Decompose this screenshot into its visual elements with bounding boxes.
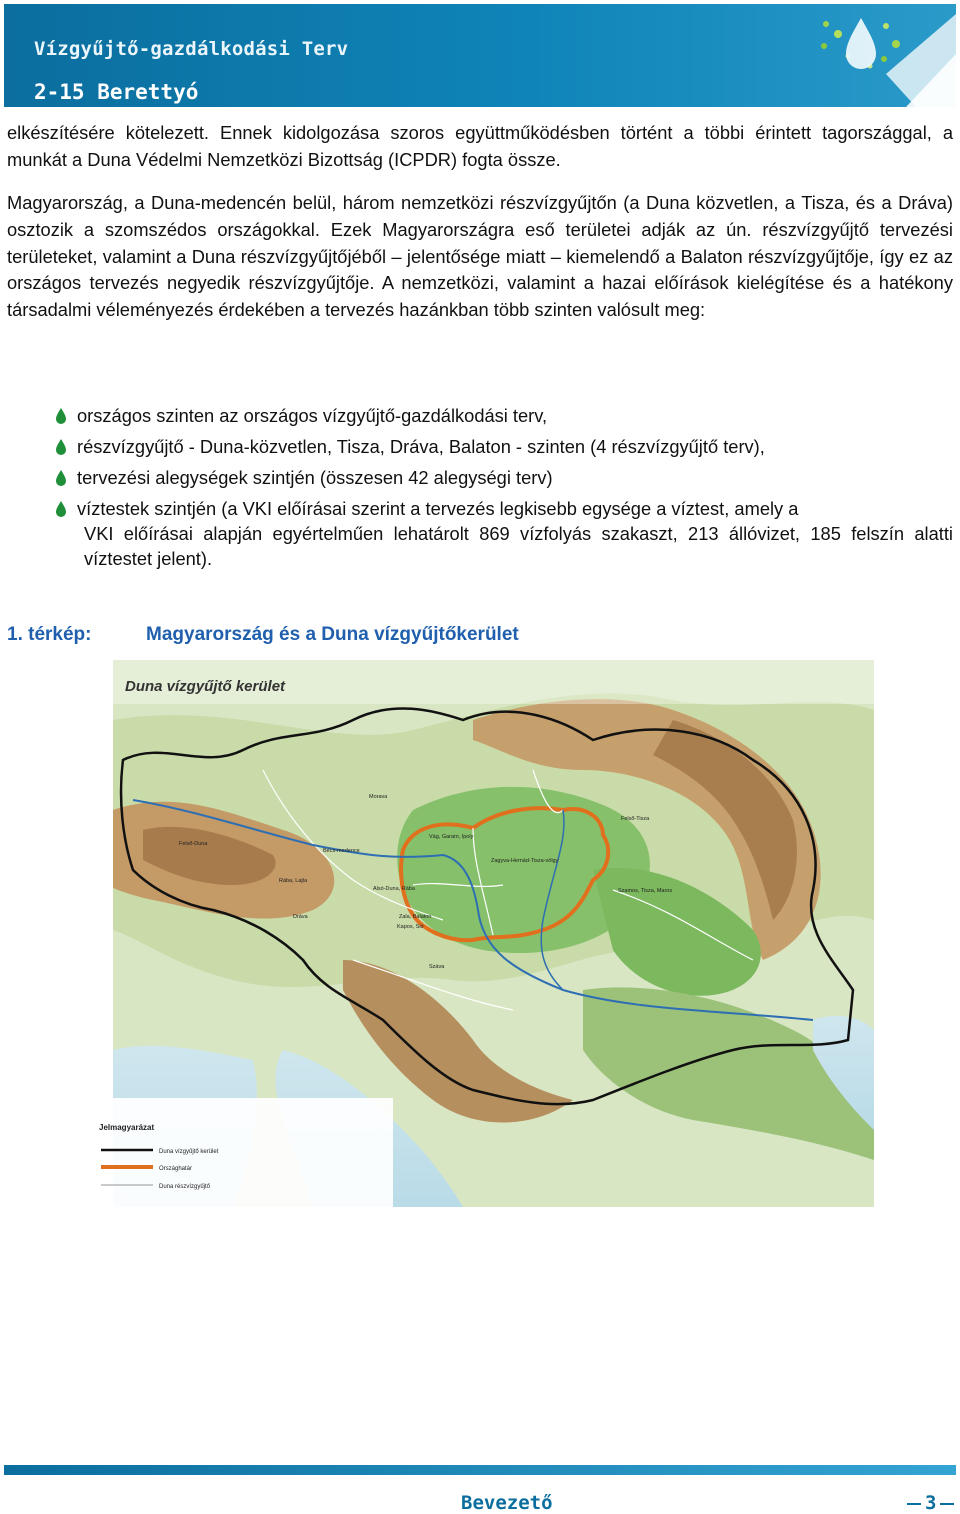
map-region-label: Kapos, Sió (397, 924, 424, 930)
paragraph-1: elkészítésére kötelezett. Ennek kidolgozása szoros együttműködésben történt a többi érintett tagországgal, a munkát a Duna Védelmi Nemzetközi Bizottság (ICPDR) fogta össze. (7, 122, 953, 170)
map-region-label: Bécs-medence (323, 848, 360, 854)
caption-title: Magyarország és a Duna vízgyűjtőkerület (146, 624, 519, 645)
footer-page (903, 1492, 958, 1514)
caption-number: 1. térkép: (7, 624, 92, 645)
map-title: Duna vízgyűjtő kerület (125, 678, 286, 695)
list-item (7, 434, 953, 459)
paragraph-2: Magyarország, a Duna-medencén belül, három nemzetközi részvízgyűjtőn (a Duna közvetlen, a Tisza, és a Dráva) osztozik a szomszédos országokkal. Ezek Magyarországra eső területei adják az ún. részvízgyűjtő tervezési területeket, valamint a Duna részvízgyűjtőjéből – jelentősége miatt – kiemelendő a Balaton részvízgyűjtője, így ez az országos tervezés negyedik részvízgyűjtője. A nemzetközi, valamint a hazai előírások kielégítése és a hatékony társadalmi véleményezés érdekében a tervezés hazánkban több szinten valósult meg: (7, 192, 953, 321)
bullet-text: országos szinten az országos vízgyűjtő-gazdálkodási terv, (77, 405, 548, 426)
map-region-label: Felső-Duna (179, 841, 208, 847)
legend-item: Duna részvízgyűjtő (159, 1184, 211, 1190)
footer-section: Bevezető (461, 1492, 553, 1514)
page-header (4, 4, 956, 107)
map-region-label: Zagyva-Hernád-Tisza-völgy (491, 858, 559, 864)
map-caption (7, 624, 519, 646)
map-region-label: Szamos, Tisza, Maros (618, 888, 673, 894)
list-item (7, 403, 953, 428)
bullet-text: víztestek szintjén (a VKI előírásai szerint a tervezés legkisebb egysége a víztest, amely a (77, 498, 799, 519)
map-region-label: Zala, Balaton (399, 914, 432, 920)
water-drops-logo (766, 4, 956, 107)
map-region-label: Felső-Tisza (621, 816, 650, 822)
map-image (99, 660, 874, 1207)
bullet-text: részvízgyűjtő - Duna-közvetlen, Tisza, Dráva, Balaton - szinten (4 részvízgyűjtő terv), (77, 436, 765, 457)
header-subtitle: 2-15 Berettyó (34, 80, 199, 104)
map-region-label: Rába, Lajta (279, 878, 308, 884)
map-region-label: Morava (369, 794, 388, 800)
map-legend (99, 1098, 393, 1218)
legend-title: Jelmagyarázat (99, 1123, 155, 1132)
danube-basin-map (99, 660, 874, 1207)
bullet-text-continued: VKI előírásai alapján egyértelműen lehatárolt 869 vízfolyás szakaszt, 213 állóvizet, 185 felszín alatti víztestet jelent). (84, 523, 953, 569)
header-title: Vízgyűjtő-gazdálkodási Terv (34, 38, 349, 60)
page-number: 3 (925, 1492, 937, 1514)
drop-bullet-icon (54, 438, 68, 456)
drop-bullet-icon (54, 469, 68, 487)
footer-bar (4, 1465, 956, 1475)
list-item (7, 465, 953, 490)
map-region-label: Dráva (293, 914, 308, 920)
bullet-list (7, 403, 953, 577)
legend-item: Duna vízgyűjtő kerület (159, 1149, 219, 1155)
drop-bullet-icon (54, 500, 68, 518)
drop-bullet-icon (54, 407, 68, 425)
map-region-label: Alsó-Duna, Rába (373, 886, 415, 892)
list-item (7, 496, 953, 571)
bullet-text: tervezési alegységek szintjén (összesen 42 alegységi terv) (77, 467, 553, 488)
legend-item: Országhatár (159, 1166, 193, 1172)
map-region-label: Száva (429, 964, 445, 970)
map-region-label: Vág, Garam, Ipoly (429, 834, 474, 840)
